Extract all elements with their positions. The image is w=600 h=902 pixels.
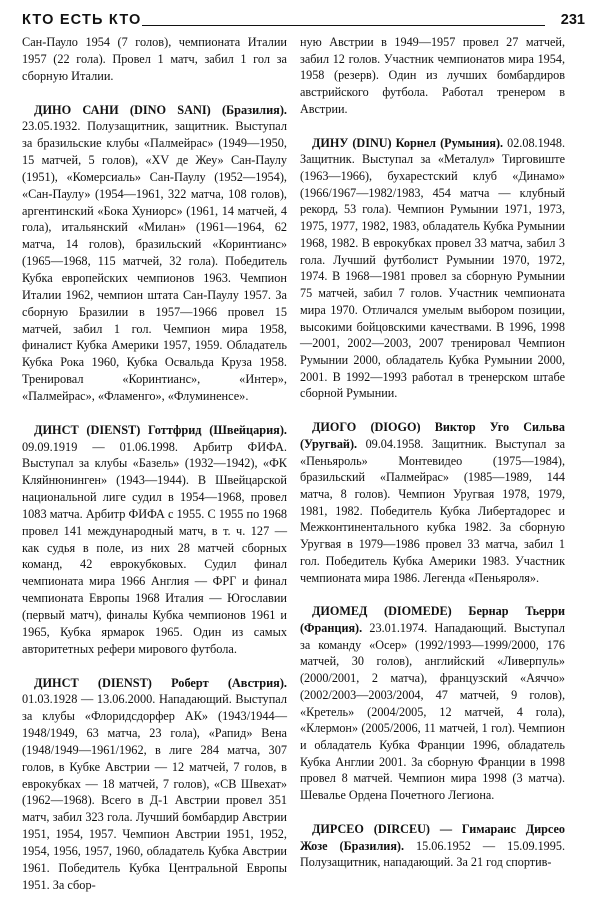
entry-dirceu bbox=[300, 821, 565, 871]
entry-heading: ДИНУ (DINU) Корнел (Румыния). bbox=[312, 135, 504, 150]
continued-text: ную Австрии в 1949—1957 провел 27 матчей, забил 12 голов. Участник чемпионатов мира 1954, 1958 (резерв). Один из лучших бомбардиров австрийского футбола. Работал тренером в Австрии. bbox=[300, 35, 565, 116]
entry-diomede bbox=[300, 603, 565, 804]
entry-dienst-gottfried bbox=[22, 422, 287, 658]
entry-text: 02.08.1948. Защитник. Выступал за «Металул» Тирговиште (1963—1966), бухарестский клуб «Динамо» (1966/1967—1982/1983, 454 матча — клубный рекорд, 53 гола). Чемпион Румынии 1971, 1973, 1975, 1977, 1982, 1983, обладатель Кубка Румынии 1968, 1982. В еврокубках провел 33 матча, забил 3 гола. Лучший футболист Румынии 1970, 1972, 1974. В 1968—1981 провел за сборную Румынии 75 матчей, забил 7 голов. Участник чемпионата мира 1970. Отличался умелым выбором позиции, высокими бойцовскими качествами. В 1996, 1998—2001, 2002—2003, 2007 тренировал Чемпион Румынии 2000, обладатель Кубка Румынии 2000, 2001. В 1992—1993 работал в тренерском штабе сборной Румынии. bbox=[300, 135, 565, 401]
entry-heading: ДИРСЕО (DIRCEU) — Гимараис Дирсео Жозе (Бразилия). bbox=[300, 821, 565, 853]
page-number: 231 bbox=[560, 12, 585, 28]
left-column bbox=[22, 34, 287, 894]
running-head-title: КТО ЕСТЬ КТО bbox=[22, 12, 142, 28]
entry-text: 15.06.1952 — 15.09.1995. Полузащитник, нападающий. За 21 год спортив- bbox=[300, 838, 565, 870]
entry-text: 23.01.1974. Нападающий. Выступал за команду «Осер» (1992/1993—1999/2000, 176 матчей, 30 голов), английский «Ливерпуль» (2000/2001, 2 матча), французский «Аяччо» (2002/2003—2003/2004, 47 матчей, 9 голов), «Кретель» (2004/2005, 12 матчей, 4 гола), «Клермон» (2005/2006, 11 матчей, 1 гол). Чемпион и обладатель Кубка Франции 1996, обладатель Кубка Англии 2001. За сборную Франции в 1998 провел 8 матчей. Чемпион мира 1998 (3 матча). Шевалье Ордена Почетного Легиона. bbox=[300, 621, 565, 803]
entry-dinu bbox=[300, 135, 565, 403]
continued-text: Сан-Пауло 1954 (7 голов), чемпионата Италии 1957 (22 гола). Провел 1 матч, забил 1 гол за сборную Италии. bbox=[22, 35, 287, 83]
entry-heading: ДИНО САНИ (DINO SANI) (Бразилия). bbox=[34, 102, 287, 117]
right-column bbox=[300, 34, 565, 871]
entry-dienst-robert bbox=[22, 675, 287, 894]
entry-heading: ДИОМЕД (DIOMEDE) Бернар Тьерри (Франция). bbox=[300, 604, 565, 635]
entry-heading: ДИНСТ (DIENST) Роберт (Австрия). bbox=[34, 675, 287, 690]
entry-heading: ДИНСТ (DIENST) Готтфрид (Швейцария). bbox=[34, 422, 287, 437]
entry-text: 09.09.1919 — 01.06.1998. Арбитр ФИФА. Выступал за клубы «Базель» (1932—1942), «ФК Кляйнюнинген» (1943—1944). В Швейцарской национальной лиге судил в 1954—1968, провел 1083 матча. Арбитр ФИФА с 1955. С 1955 по 1968 провел 141 международный матч, в т. ч. 127 — как судья в поле, из них 28 матчей сборных команд, 42 еврокубковых. Судил финал чемпионата мира 1966 Англия — ФРГ и финал чемпионата Европы 1968 Италия — Югославии (первый матч), финалы Кубка чемпионов 1961 и 1965, Кубка ярмарок 1965. Один из самых авторитетных рефери мирового футбола. bbox=[22, 439, 287, 656]
entry-heading: ДИОГО (DIOGO) Виктор Уго Сильва (Уругвай). bbox=[300, 420, 565, 451]
running-head bbox=[20, 8, 585, 34]
entry-text: 09.04.1958. Защитник. Выступал за «Пеньяроль» Монтевидео (1975—1984), бразильский «Палмейрас» (1985—1989, 144 матча, 8 голов). Чемпион Уругвая 1978, 1979, 1981, 1982. Победитель Кубка Либертадорес и Межконтинентального кубка 1982. За сборную Уругвая в 1979—1986 провел 33 матча, забил 1 гол. Победитель Кубка Америки 1983. Участник чемпионата мира 1986. Легенда «Пеньяроля». bbox=[300, 436, 566, 585]
continued-entry bbox=[22, 34, 287, 85]
entry-dino-sani bbox=[22, 102, 287, 405]
continued-entry bbox=[300, 34, 565, 118]
header-rule bbox=[142, 25, 545, 26]
entry-text: 23.05.1932. Полузащитник, защитник. Выступал за бразильские клубы «Палмейрас» (1949—1950, 15 матчей, 5 голов), «XV де Жеу» Сан-Паулу (1951), «Комерсиаль» Сан-Паулу (1952—1954), «Сан-Паулу» (1954—1961, 322 матча, 108 голов), аргентинский «Бока Хуниорс» (1961, 14 матчей, 4 гола), итальянский «Милан» (1961—1964, 62 матча, 14 голов), бразильский «Коринтианс» (1965—1968, 115 матчей, 32 гола). Победитель Кубка европейских чемпионов 1963. Чемпион Италии 1962, чемпион штата Сан-Паулу 1957. За сборную Бразилии в 1957—1966 провел 15 матчей, забил 1 гол. Чемпион мира 1958, финалист Кубка Америки 1957, 1959. Обладатель Кубка Рока 1960, Кубка Освальда Круза 1958. Тренировал «Коринтианс», «Интер», «Палмейрас», «Фламенго», «Флуминенсе». bbox=[22, 119, 287, 403]
entry-text: 01.03.1928 — 13.06.2000. Нападающий. Выступал за клубы «Флоридсдорфер АК» (1943/1944—1948/1949, 63 матча, 23 гола), «Рапид» Вена (1948/1949—1961/1962, в лиге 284 матча, 307 голов, в Кубке Австрии — 12 матчей, 7 голов, в еврокубках — 18 матчей, 7 голов), «СВ Швехат» (1962—1968). Всего в Д-1 Австрии провел 351 матч, забил 323 гола. Лучший бомбардир Австрии 1951, 1954, 1957. Чемпион Австрии 1951, 1952, 1954, 1956, 1957, 1960, обладатель Кубка Австрии 1961. Победитель Кубка Центральной Европы 1951. За сбор- bbox=[22, 692, 287, 892]
entry-diogo bbox=[300, 419, 565, 586]
